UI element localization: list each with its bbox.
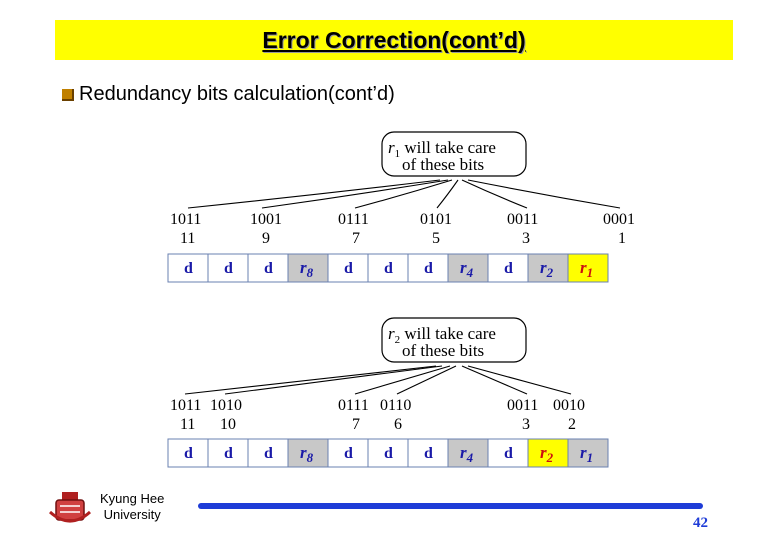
binary-label: 1011 [170, 211, 202, 228]
data-bit-label: d [344, 445, 353, 462]
redundant-bit-label: $r_4$ [460, 443, 474, 465]
data-bit-label: d [384, 260, 393, 277]
position-label: 9 [262, 230, 270, 247]
binary-label: 1001 [250, 211, 282, 228]
data-bit-label: d [504, 260, 513, 277]
binary-label: 0011 [507, 397, 539, 414]
connector-line [262, 180, 448, 208]
bit-cells-r2 [168, 439, 608, 467]
position-label: 1 [618, 230, 626, 247]
position-label: 11 [180, 416, 196, 433]
bubble-r1-line2: of these bits [402, 155, 485, 174]
university-line2: University [103, 507, 161, 522]
position-label: 3 [522, 416, 530, 433]
binary-label: 0111 [338, 211, 369, 228]
data-bit-label: d [264, 260, 273, 277]
data-bit-label: d [504, 445, 513, 462]
bubble-r2-line2: of these bits [402, 341, 485, 360]
binary-labels-r1 [170, 211, 635, 228]
connector-lines-r1 [188, 180, 620, 208]
position-label: 11 [180, 230, 196, 247]
bubble-r2-line1: $r_2$ will take care [388, 324, 496, 346]
position-label: 7 [352, 230, 360, 247]
data-bit-label: d [264, 445, 273, 462]
binary-label: 0101 [420, 211, 452, 228]
position-label: 3 [522, 230, 530, 247]
university-seal-icon [48, 490, 92, 528]
data-bit-label: d [344, 260, 353, 277]
redundant-bit-label: $r_2$ [540, 258, 554, 280]
position-labels-r2 [180, 416, 576, 433]
position-label: 10 [220, 416, 236, 433]
footer-divider [198, 503, 703, 509]
university-name [100, 491, 164, 523]
binary-labels-r2 [170, 397, 585, 414]
binary-label: 0001 [603, 211, 635, 228]
redundant-bit-label: $r_1$ [580, 443, 594, 465]
diagram-r1 [168, 132, 635, 282]
slide-title: Error Correction(cont’d) [262, 26, 526, 53]
data-bit-label: d [184, 445, 193, 462]
binary-label: 1011 [170, 397, 202, 414]
connector-line [462, 366, 527, 394]
redundant-bit-label: $r_4$ [460, 258, 474, 280]
connector-line [225, 366, 442, 394]
subtitle-text: Redundancy bits calculation(cont’d) [79, 83, 395, 105]
data-bit-label: d [384, 445, 393, 462]
data-bit-label: d [184, 260, 193, 277]
diagram-r2 [168, 318, 608, 467]
connector-line [462, 180, 527, 208]
connector-lines-r2 [185, 366, 571, 394]
data-bit-label: d [224, 260, 233, 277]
position-label: 6 [394, 416, 402, 433]
university-line1: Kyung Hee [100, 491, 165, 506]
position-label: 5 [432, 230, 440, 247]
data-bit-label: d [424, 260, 433, 277]
bubble-r1-line1: $r_1$ will take care [388, 138, 496, 160]
page-number: 42 [693, 515, 708, 531]
binary-label: 1010 [210, 397, 242, 414]
data-bit-label: d [224, 445, 233, 462]
redundant-bit-label: $r_2$ [540, 443, 554, 465]
connector-line [188, 180, 440, 208]
binary-label: 0111 [338, 397, 369, 414]
binary-label: 0010 [553, 397, 585, 414]
bit-cells-r1 [168, 254, 608, 282]
binary-label: 0011 [507, 211, 539, 228]
position-labels-r1 [180, 230, 626, 247]
connector-line [185, 366, 436, 394]
redundant-bit-label: $r_1$ [580, 258, 594, 280]
redundant-bit-label: $r_8$ [300, 443, 314, 465]
connector-line [468, 180, 620, 208]
binary-label: 0110 [380, 397, 412, 414]
data-bit-label: d [424, 445, 433, 462]
position-label: 2 [568, 416, 576, 433]
position-label: 7 [352, 416, 360, 433]
redundant-bit-label: $r_8$ [300, 258, 314, 280]
connector-line [468, 366, 571, 394]
